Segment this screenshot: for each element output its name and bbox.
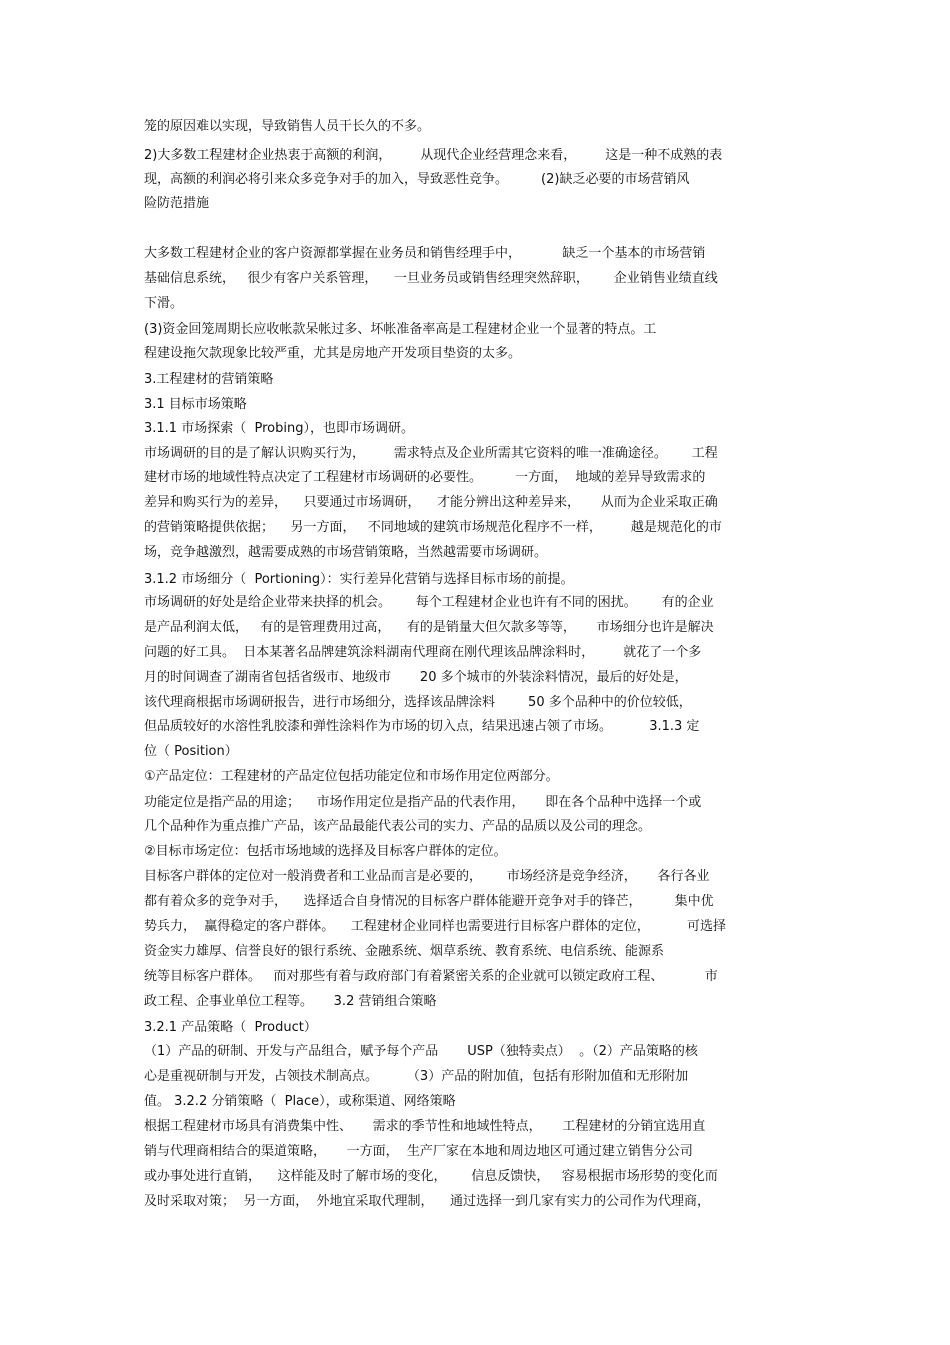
text-line: 程建设拖欠款现象比较严重，尤其是房地产开发项目垫资的太多。 xyxy=(144,346,522,361)
text-line: 差异和购买行为的差异， 只要通过市场调研， 才能分辨出这种差异来， 从而为企业采取正确 xyxy=(144,495,718,510)
text-line: 政工程、企事业单位工程等。 3.2 营销组合策略 xyxy=(144,994,437,1009)
text-line: 资金实力雄厚、信誉良好的银行系统、金融系统、烟草系统、教育系统、电信系统、能源系 xyxy=(144,944,665,959)
text-line: ①产品定位：工程建材的产品定位包括功能定位和市场作用定位两部分。 xyxy=(144,769,559,784)
text-line: 基础信息系统， 很少有客户关系管理， 一旦业务员或销售经理突然辞职， 企业销售业绩直线 xyxy=(144,271,718,286)
text-line: 心是重视研制与开发，占领技术制高点。 （3）产品的附加值，包括有形附加值和无形附加 xyxy=(144,1069,689,1084)
section-heading: 3.1.1 市场探索（ Probing），也即市场调研。 xyxy=(144,421,414,436)
text-line: 市场调研的好处是给企业带来抉择的机会。 每个工程建材企业也许有不同的困扰。 有的企业 xyxy=(144,595,714,610)
text-line: （1）产品的研制、开发与产品组合，赋予每个产品 USP（独特卖点） 。（2）产品策略的核 xyxy=(144,1044,698,1059)
text-line: 场，竞争越激烈，越需要成熟的市场营销策略，当然越需要市场调研。 xyxy=(144,545,548,560)
text-line: 及时采取对策； 另一方面， 外地宜采取代理制， 通过选择一到几家有实力的公司作为代理商， xyxy=(144,1194,711,1209)
text-line: 下滑。 xyxy=(144,296,184,311)
text-line: 问题的好工具。 日本某著名品牌建筑涂料湖南代理商在刚代理该品牌涂料时， 就花了一个多 xyxy=(144,645,702,660)
text-line: 都有着众多的竞争对手， 选择适合自身情况的目标客户群体能避开竞争对手的锋芒， 集中优 xyxy=(144,894,714,909)
section-heading: 3.1.2 市场细分（ Portioning）：实行差异化营销与选择目标市场的前提。 xyxy=(144,572,574,587)
text-line: 统等目标客户群体。 而对那些有着与政府部门有着紧密关系的企业就可以锁定政府工程、 市 xyxy=(144,969,718,984)
text-line: 值。 3.2.2 分销策略（ Place），或称渠道、网络策略 xyxy=(144,1094,456,1109)
text-line: ②目标市场定位：包括市场地域的选择及目标客户群体的定位。 xyxy=(144,844,507,859)
text-line: 笼的原因难以实现，导致销售人员干长久的不多。 xyxy=(144,119,431,134)
text-line: 目标客户群体的定位对一般消费者和工业品而言是必要的， 市场经济是竞争经济， 各行各业 xyxy=(144,869,710,884)
text-line: 销与代理商相结合的渠道策略， 一方面， 生产厂家在本地和周边地区可通过建立销售分公司 xyxy=(144,1144,693,1159)
text-line: 月的时间调查了湖南省包括省级市、地级市 20 多个城市的外装涂料情况，最后的好处是， xyxy=(144,670,688,685)
text-line: 2)大多数工程建材企业热衷于高额的利润， 从现代企业经营理念来看， 这是一种不成熟的表 xyxy=(144,148,723,163)
text-line: 或办事处进行直销， 这样能及时了解市场的变化， 信息反馈快， 容易根据市场形势的变化而 xyxy=(144,1169,718,1184)
text-line: 几个品种作为重点推广产品，该产品最能代表公司的实力、产品的品质以及公司的理念。 xyxy=(144,819,652,834)
section-heading: 3.2.1 产品策略（ Product） xyxy=(144,1020,317,1035)
text-line: 该代理商根据市场调研报告，进行市场细分，选择该品牌涂料 50 多个品种中的价位较低， xyxy=(144,695,692,710)
text-line: 位（ Position） xyxy=(144,744,238,759)
text-line: 市场调研的目的是了解认识购买行为， 需求特点及企业所需其它资料的唯一准确途径。 工程 xyxy=(144,446,718,461)
text-line: (3)资金回笼周期长应收帐款呆帐过多、坏帐准备率高是工程建材企业一个显著的特点。工 xyxy=(144,322,657,337)
text-line: 现，高额的利润必将引来众多竞争对手的加入，导致恶性竞争。 (2)缺乏必要的市场营销风 xyxy=(144,172,690,187)
text-line: 的营销策略提供依据； 另一方面， 不同地域的建筑市场规范化程序不一样， 越是规范化的市 xyxy=(144,520,722,535)
text-line: 险防范措施 xyxy=(144,196,210,211)
text-line: 功能定位是指产品的用途； 市场作用定位是指产品的代表作用， 即在各个品种中选择一个或 xyxy=(144,795,702,810)
section-heading: 3.工程建材的营销策略 xyxy=(144,372,274,387)
text-line: 但品质较好的水溶性乳胶漆和弹性涂料作为市场的切入点，结果迅速占领了市场。 3.1.3 定 xyxy=(144,719,700,734)
text-line: 大多数工程建材企业的客户资源都掌握在业务员和销售经理手中， 缺乏一个基本的市场营销 xyxy=(144,246,706,261)
text-line: 是产品利润太低， 有的是管理费用过高， 有的是销量大但欠款多等等， 市场细分也许是解决 xyxy=(144,620,714,635)
section-heading: 3.1 目标市场策略 xyxy=(144,397,247,412)
text-line: 建材市场的地域性特点决定了工程建材市场调研的必要性。 一方面， 地域的差异导致需求的 xyxy=(144,470,706,485)
text-line: 势兵力， 赢得稳定的客户群体。 工程建材企业同样也需要进行目标客户群体的定位， 可选择 xyxy=(144,919,726,934)
text-line: 根据工程建材市场具有消费集中性、 需求的季节性和地域性特点， 工程建材的分销宜选用直 xyxy=(144,1119,706,1134)
